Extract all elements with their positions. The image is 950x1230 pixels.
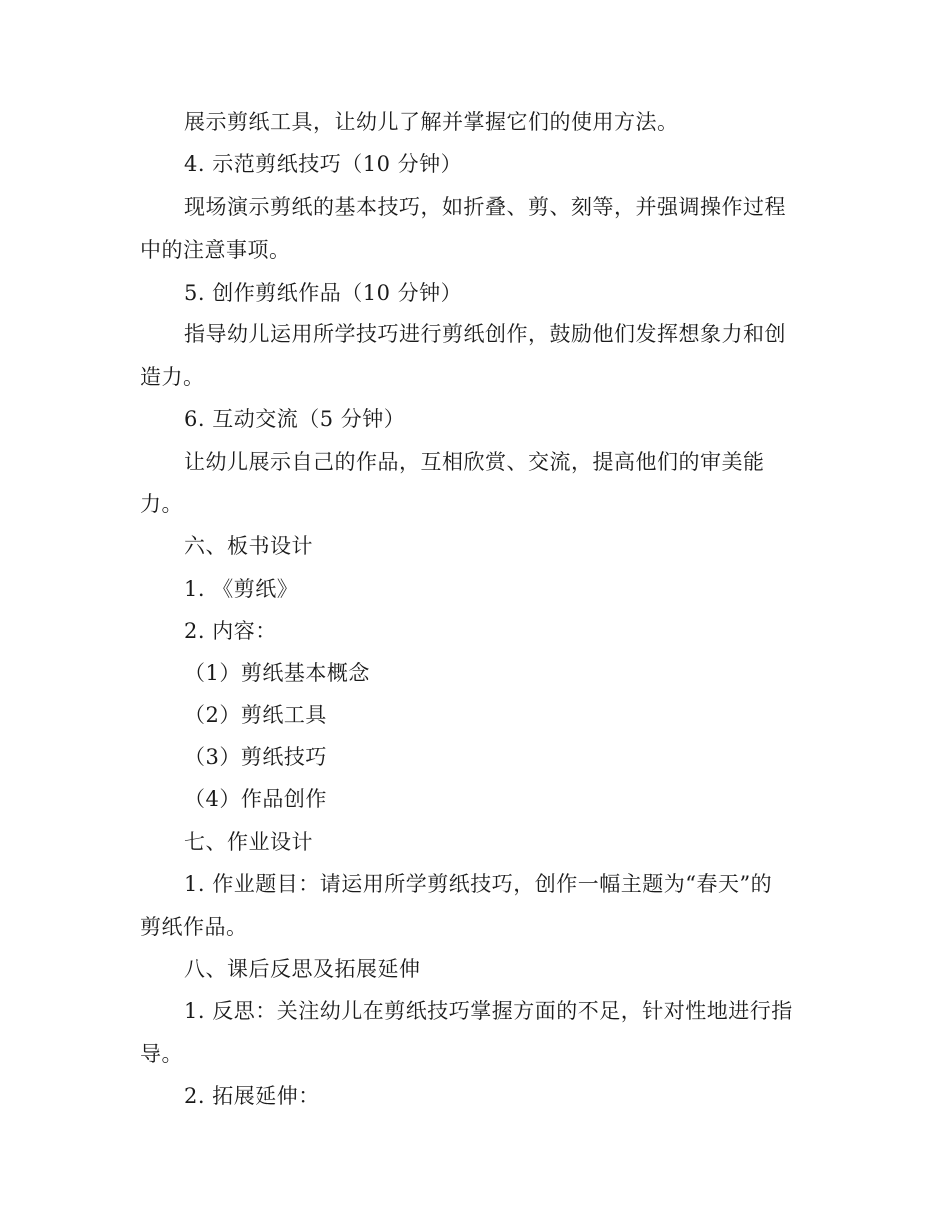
paragraph-line: 现场演示剪纸的基本技巧，如折叠、剪、刻等，并强调操作过程	[184, 195, 786, 219]
list-item: 1. 作业题目：请运用所学剪纸技巧，创作一幅主题为“春天”的	[184, 872, 773, 896]
sub-list-item: （3）剪纸技巧	[184, 745, 327, 769]
section-heading: 七、作业设计	[184, 830, 313, 854]
paragraph-line: 造力。	[140, 365, 205, 389]
list-item: 2. 内容：	[184, 619, 277, 643]
paragraph-line: 中的注意事项。	[140, 238, 291, 262]
list-item: 2. 拓展延伸：	[184, 1084, 320, 1108]
paragraph-line: 让幼儿展示自己的作品，互相欣赏、交流，提高他们的审美能	[184, 450, 765, 474]
sub-list-item: （2）剪纸工具	[184, 703, 327, 727]
list-item: 1. 《剪纸》	[184, 577, 299, 601]
paragraph-line: 力。	[140, 492, 183, 516]
list-item-heading: 6. 互动交流（5 分钟）	[184, 407, 406, 431]
paragraph-line: 指导幼儿运用所学技巧进行剪纸创作，鼓励他们发挥想象力和创	[184, 322, 786, 346]
section-heading: 六、板书设计	[184, 534, 313, 558]
paragraph-line: 导。	[140, 1042, 183, 1066]
sub-list-item: （4）作品创作	[184, 787, 327, 811]
paragraph-line: 剪纸作品。	[140, 915, 248, 939]
list-item-heading: 5. 创作剪纸作品（10 分钟）	[184, 281, 463, 305]
list-item-heading: 4. 示范剪纸技巧（10 分钟）	[184, 152, 463, 176]
section-heading: 八、课后反思及拓展延伸	[184, 957, 421, 981]
list-item: 1. 反思：关注幼儿在剪纸技巧掌握方面的不足，针对性地进行指	[184, 999, 793, 1023]
paragraph-line: 展示剪纸工具，让幼儿了解并掌握它们的使用方法。	[184, 110, 679, 134]
sub-list-item: （1）剪纸基本概念	[184, 661, 370, 685]
